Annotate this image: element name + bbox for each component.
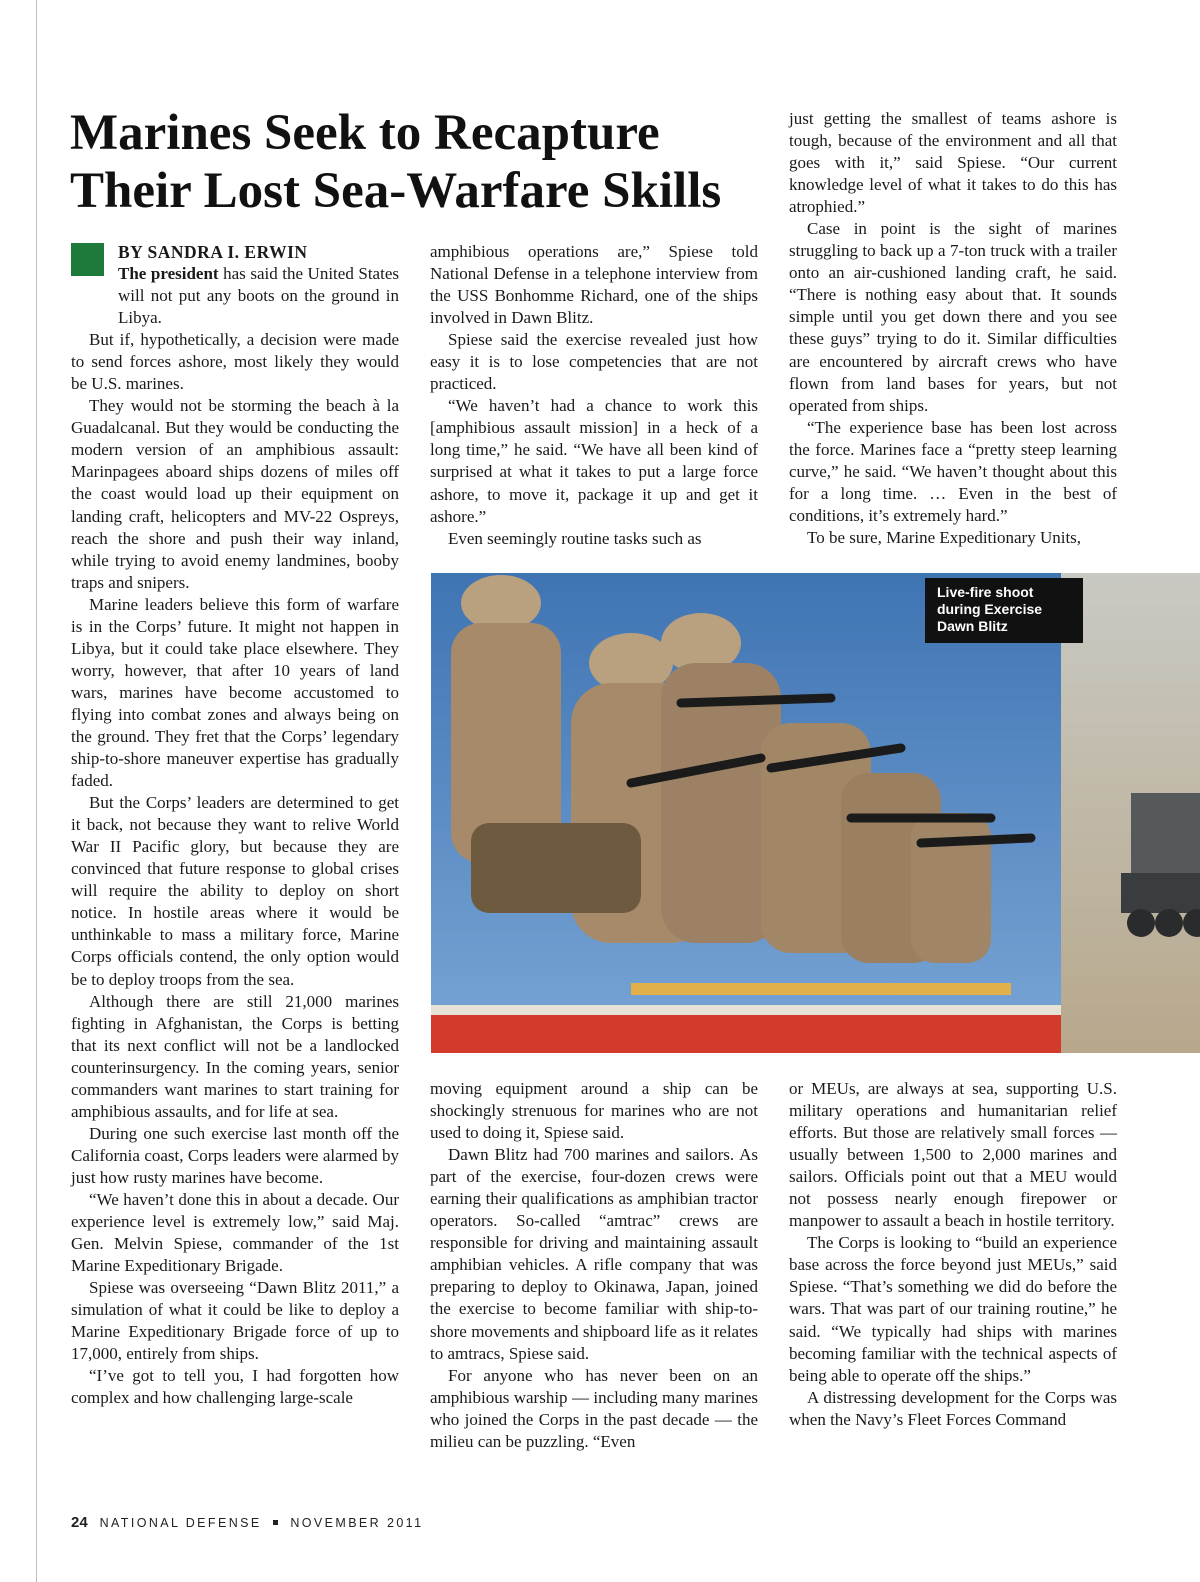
article-photo: [431, 573, 1200, 1053]
paragraph: The Corps is looking to “build an experience base across the force beyond just MEUs,” said Spiese. “That’s something we did do before the wars. That was part of our training routine,” he said. “We typically had ships with marines becoming familiar with the technical aspects of being able to operate off the ships.”: [789, 1233, 1117, 1385]
page-margin-rule: [36, 0, 37, 1582]
paragraph: “We haven’t done this in about a decade. Our experience level is extremely low,” said Maj. Gen. Melvin Spiese, commander of the 1st Marine Expeditionary Brigade.: [71, 1189, 399, 1276]
column-right-top: [789, 108, 1117, 549]
column-middle-top: [430, 241, 758, 550]
paragraph-text: has said the United States will not put any boots on the ground in Libya.: [118, 264, 399, 328]
lead-in: The president: [118, 264, 219, 283]
article-headline: Marines Seek to Recapture Their Lost Sea-Warfare Skills: [70, 105, 722, 219]
paragraph: Although there are still 21,000 marines fighting in Afghanistan, the Corps is betting that its next conflict will not be a landlocked counterinsurgency. In the coming years, senior commanders want marines to start training for amphibious assaults, and for life at sea.: [71, 991, 399, 1121]
paragraph: To be sure, Marine Expeditionary Units,: [807, 527, 1082, 547]
paragraph: “The experience base has been lost across the force. Marines face a “pretty steep learning curve,” he said. “We haven’t thought about this for a long time. … Even in the best of conditions, it’s extremely hard.”: [789, 417, 1117, 525]
paragraph: Case in point is the sight of marines struggling to back up a 7-ton truck with a trailer onto an air-cushioned landing craft, he said. “There is nothing easy about that. It sounds simple until you get down there and you see these guys” trying to do it. Similar difficulties are encountered by aircraft crews who have flown from land bases for years, but not operated from ships.: [789, 219, 1117, 415]
publication-name: NATIONAL DEFENSE: [99, 1516, 262, 1530]
byline: BY SANDRA I. ERWIN: [118, 242, 308, 262]
paragraph: Spiese said the exercise revealed just how easy it is to lose competencies that are not practiced.: [430, 330, 758, 394]
paragraph: A distressing development for the Corps was when the Navy’s Fleet Forces Command: [789, 1387, 1117, 1429]
paragraph: Spiese was overseeing “Dawn Blitz 2011,” a simulation of what it could be like to deploy a Marine Expeditionary Brigade force of up to 17,000, entirely from ships.: [71, 1278, 399, 1364]
page-footer: [71, 1514, 423, 1531]
column-right-bottom: [789, 1078, 1117, 1431]
paragraph: “I’ve got to tell you, I had forgotten how complex and how challenging large-scale: [71, 1366, 399, 1408]
column-middle-bottom: [430, 1078, 758, 1453]
paragraph: or MEUs, are always at sea, supporting U.S. military operations and humanitarian relief efforts. But those are relatively small forces — usually between 1,500 to 2,000 marines and sailors. Officials point out that a MEU would not possess nearly enough firepower or manpower to assault a beach in hostile territory.: [789, 1079, 1117, 1231]
column-left: [71, 241, 399, 1409]
issue-date: NOVEMBER 2011: [290, 1516, 424, 1530]
footer-separator: [273, 1520, 278, 1525]
paragraph: Dawn Blitz had 700 marines and sailors. As part of the exercise, four-dozen crews were earning their qualifications as amphibian tractor operators. So-called “amtrac” crews are responsible for driving and maintaining assault amphibian vehicles. A rifle company that was preparing to deploy to Okinawa, Japan, joined the exercise to become familiar with ship-to-shore movements and shipboard life as it relates to amtracs, Spiese said.: [430, 1145, 758, 1363]
section-marker-square: [71, 243, 104, 276]
marines-firing-photo: [431, 573, 1200, 1053]
paragraph: But if, hypothetically, a decision were made to send forces ashore, most likely they would be U.S. marines.: [71, 330, 399, 394]
amphibious-vehicle: [1121, 793, 1200, 937]
paragraph: Marine leaders believe this form of warfare is in the Corps’ future. It might not happen in Libya, but it could take place elsewhere. They worry, however, that after 10 years of land wars, marines have become accustomed to flying into combat zones and always being on the ground. They fret that the Corps’ legendary ship-to-shore maneuver expertise has gradually faded.: [71, 594, 399, 791]
paragraph: They would not be storming the beach à la Guadalcanal. But they would be conducting the modern version of an amphibious assault: Marinpagees aboard ships dozens of miles off the coast would load up their equipment on landing craft, helicopters and MV-22 Ospreys, reach the shore and push their way inland, while trying to avoid enemy landmines, booby traps and snipers.: [71, 396, 399, 592]
paragraph: “We haven’t had a chance to work this [amphibious assault mission] in a heck of a long time,” he said. “We have all been kind of surprised at what it takes to put a large force ashore, to move it, package it up and get it ashore.”: [430, 396, 758, 526]
paragraph: For anyone who has never been on an amphibious warship — including many marines who joined the Corps in the past decade — the milieu can be puzzling. “Even: [430, 1365, 758, 1451]
photo-caption: Live-fire shoot during Exercise Dawn Blitz: [925, 578, 1083, 643]
paragraph: During one such exercise last month off the California coast, Corps leaders were alarmed by just how rusty marines have become.: [71, 1123, 399, 1187]
paragraph: [118, 263, 399, 329]
page-number: 24: [71, 1514, 88, 1531]
byline-block: [71, 241, 399, 329]
paragraph: amphibious operations are,” Spiese told National Defense in a telephone interview from the USS Bonhomme Richard, one of the ships involved in Dawn Blitz.: [430, 242, 758, 328]
paragraph: Even seemingly routine tasks such as: [448, 528, 702, 548]
paragraph: just getting the smallest of teams ashore is tough, because of the environment and all that goes with it,” said Spiese. “Our current knowledge level of what it takes to do this has atrophied.”: [789, 109, 1117, 217]
paragraph: moving equipment around a ship can be shockingly strenuous for marines who are not used to doing it, Spiese said.: [430, 1079, 758, 1143]
paragraph: But the Corps’ leaders are determined to get it back, not because they want to relive World War II Pacific glory, but because they are convinced that future response to global crises will require the ability to deploy on short notice. In hostile areas where it would be unthinkable to mass a military force, Marine Corps officials contend, the only option would be to deploy troops from the sea.: [71, 793, 399, 989]
